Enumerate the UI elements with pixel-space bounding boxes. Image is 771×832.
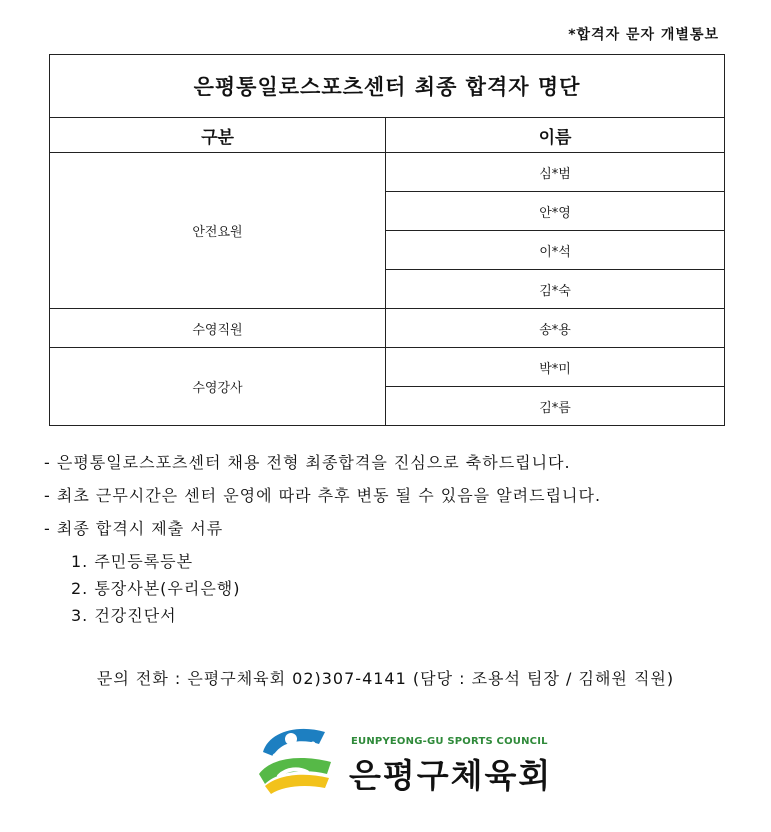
emblem-head bbox=[285, 733, 297, 745]
name-cell: 박*미 bbox=[386, 348, 725, 387]
emblem-yellow-band bbox=[265, 775, 329, 794]
name-cell: 안*영 bbox=[386, 192, 725, 231]
list-item: 2. 통장사본(우리은행) bbox=[71, 579, 241, 598]
category-cell: 안전요원 bbox=[50, 153, 386, 309]
name-cell: 심*범 bbox=[386, 153, 725, 192]
notice-text: *합격자 문자 개별통보 bbox=[568, 27, 719, 43]
logo-english-text: EUNPYEONG-GU SPORTS COUNCIL bbox=[351, 736, 548, 747]
category-cell: 수영직원 bbox=[50, 309, 386, 348]
documents-note: - 최종 합격시 제출 서류 bbox=[44, 519, 224, 538]
header-name: 이름 bbox=[386, 118, 725, 153]
notes-section bbox=[44, 452, 601, 632]
council-logo bbox=[255, 722, 555, 802]
congratulations-note: - 은평통일로스포츠센터 채용 전형 최종합격을 진심으로 축하드립니다. bbox=[44, 453, 571, 472]
header-category: 구분 bbox=[50, 118, 386, 153]
council-emblem-icon bbox=[255, 722, 337, 798]
finalist-table bbox=[49, 54, 725, 426]
table-title: 은평통일로스포츠센터 최종 합격자 명단 bbox=[50, 55, 725, 118]
list-item: 1. 주민등록등본 bbox=[71, 552, 194, 571]
logo-korean-text: 은평구체육회 bbox=[349, 756, 553, 795]
work-hours-note: - 최초 근무시간은 센터 운영에 따라 추후 변동 될 수 있음을 알려드립니다. bbox=[44, 486, 602, 505]
name-cell: 김*름 bbox=[386, 387, 725, 426]
contact-info: 문의 전화 : 은평구체육회 02)307-4141 (담당 : 조용석 팀장 / 김해원 직원) bbox=[96, 669, 675, 688]
name-cell: 이*석 bbox=[386, 231, 725, 270]
list-item: 3. 건강진단서 bbox=[71, 606, 177, 625]
name-cell: 김*숙 bbox=[386, 270, 725, 309]
name-cell: 송*용 bbox=[386, 309, 725, 348]
category-cell: 수영강사 bbox=[50, 348, 386, 426]
documents-list bbox=[44, 551, 601, 632]
